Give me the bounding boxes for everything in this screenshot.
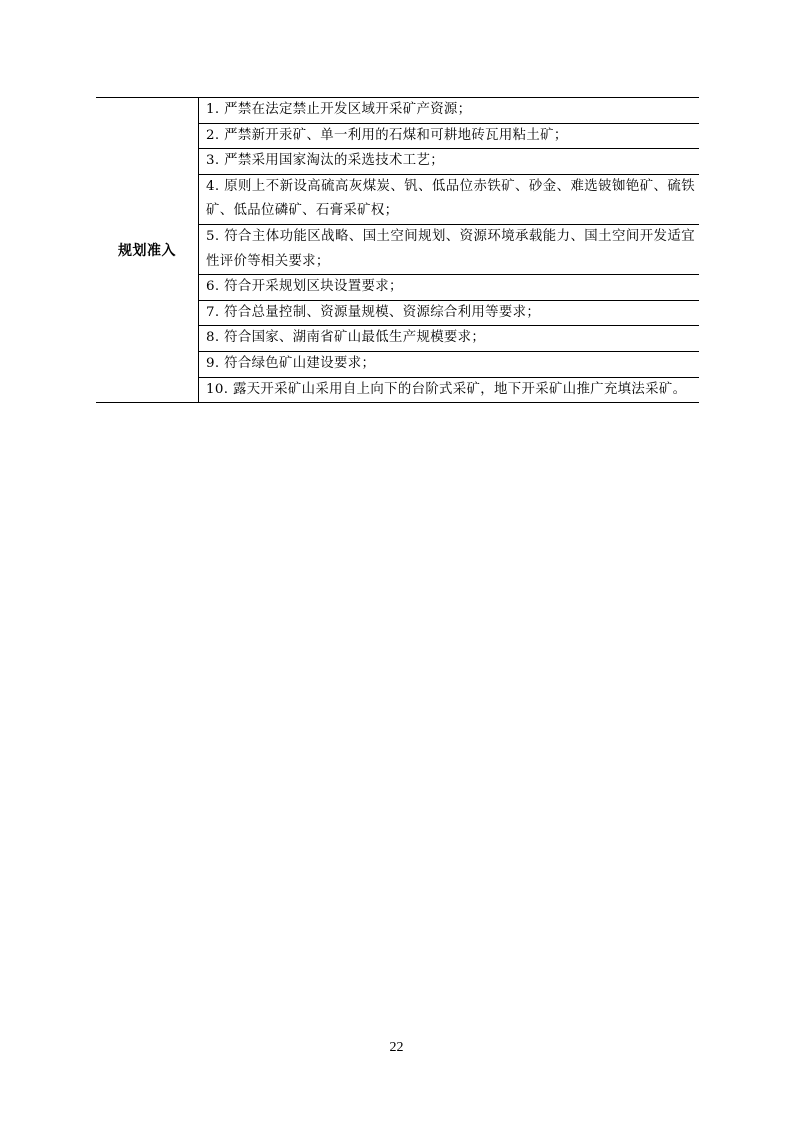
requirement-item-8: 8. 符合国家、湖南省矿山最低生产规模要求； xyxy=(199,326,699,352)
page-number: 22 xyxy=(389,1040,404,1055)
requirement-item-9: 9. 符合绿色矿山建设要求； xyxy=(199,352,699,378)
requirements-list xyxy=(199,98,700,403)
requirement-item-6: 6. 符合开采规划区块设置要求； xyxy=(199,275,699,301)
requirement-item-10: 10. 露天开采矿山采用自上向下的台阶式采矿，地下开采矿山推广充填法采矿。 xyxy=(206,381,687,397)
requirement-item-2: 2. 严禁新开汞矿、单一利用的石煤和可耕地砖瓦用粘土矿； xyxy=(199,124,699,150)
requirement-item-3: 3. 严禁采用国家淘汰的采选技术工艺； xyxy=(199,149,699,175)
requirement-item-5: 5. 符合主体功能区战略、国土空间规划、资源环境承载能力、国土空间开发适宜性评价等相关要求； xyxy=(199,225,699,275)
table-row xyxy=(96,98,699,403)
requirement-item-4: 4. 原则上不新设高硫高灰煤炭、钒、低品位赤铁矿、砂金、难选铍铷铯矿、硫铁矿、低品位磷矿、石膏采矿权； xyxy=(199,175,699,225)
requirement-item-7: 7. 符合总量控制、资源量规模、资源综合利用等要求； xyxy=(199,301,699,327)
requirement-item-1: 1. 严禁在法定禁止开发区域开采矿产资源； xyxy=(199,98,699,124)
planning-access-table xyxy=(96,97,699,403)
row-label: 规划准入 xyxy=(96,98,199,403)
